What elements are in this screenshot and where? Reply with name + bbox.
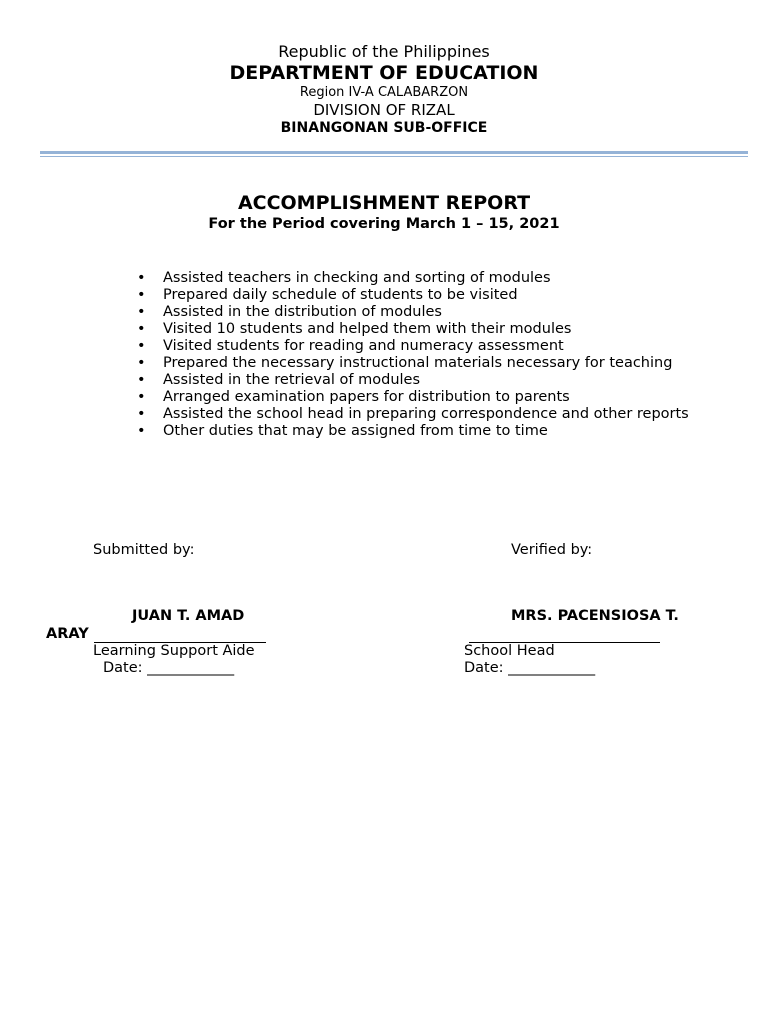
task-text: Prepared the necessary instructional materials necessary for teaching [163, 355, 673, 371]
bullet-icon: • [137, 406, 146, 422]
task-item [137, 355, 697, 372]
header-region: Region IV-A CALABARZON [299, 85, 469, 100]
task-text: Arranged examination papers for distribution to parents [163, 389, 570, 405]
bullet-icon: • [137, 287, 146, 303]
task-text: Other duties that may be assigned from time to time [163, 423, 548, 439]
header-division: DIVISION OF RIZAL [313, 101, 455, 119]
header-office: BINANGONAN SUB-OFFICE [280, 120, 488, 136]
bullet-icon: • [137, 372, 146, 388]
submitter-date: Date: ____________ [103, 660, 235, 676]
header-republic: Republic of the Philippines [278, 42, 490, 61]
task-item [137, 287, 697, 304]
task-text: Visited students for reading and numeracy assessment [163, 338, 564, 354]
verifier-role: School Head [464, 643, 555, 659]
task-text: Assisted the school head in preparing correspondence and other reports [163, 406, 689, 422]
submitted-by-label: Submitted by: [93, 542, 195, 558]
task-item [137, 270, 697, 287]
header-divider-thick [40, 151, 748, 154]
bullet-icon: • [137, 321, 146, 337]
task-text: Prepared daily schedule of students to be visited [163, 287, 518, 303]
bullet-icon: • [137, 270, 146, 286]
submitter-role: Learning Support Aide [93, 643, 255, 659]
verifier-date: Date: ____________ [464, 660, 596, 676]
task-item [137, 372, 697, 389]
bullet-icon: • [137, 389, 146, 405]
report-title: ACCOMPLISHMENT REPORT [237, 192, 531, 214]
task-item [137, 389, 697, 406]
task-item [137, 304, 697, 321]
bullet-icon: • [137, 423, 146, 439]
task-list [137, 270, 697, 440]
task-text: Assisted teachers in checking and sorting of modules [163, 270, 551, 286]
task-item [137, 423, 697, 440]
header-divider-thin [40, 156, 748, 157]
verifier-name-line2: ARAY [46, 626, 89, 642]
bullet-icon: • [137, 355, 146, 371]
bullet-icon: • [137, 338, 146, 354]
task-text: Visited 10 students and helped them with their modules [163, 321, 572, 337]
report-period: For the Period covering March 1 – 15, 2021 [208, 216, 560, 232]
task-text: Assisted in the retrieval of modules [163, 372, 421, 388]
verifier-name-line1: MRS. PACENSIOSA T. [511, 608, 679, 624]
task-item [137, 321, 697, 338]
task-text: Assisted in the distribution of modules [163, 304, 442, 320]
submitter-name: JUAN T. AMAD [132, 608, 245, 624]
bullet-icon: • [137, 304, 146, 320]
task-item [137, 406, 697, 423]
header-department: DEPARTMENT OF EDUCATION [229, 62, 539, 84]
verified-by-label: Verified by: [511, 542, 593, 558]
task-item [137, 338, 697, 355]
